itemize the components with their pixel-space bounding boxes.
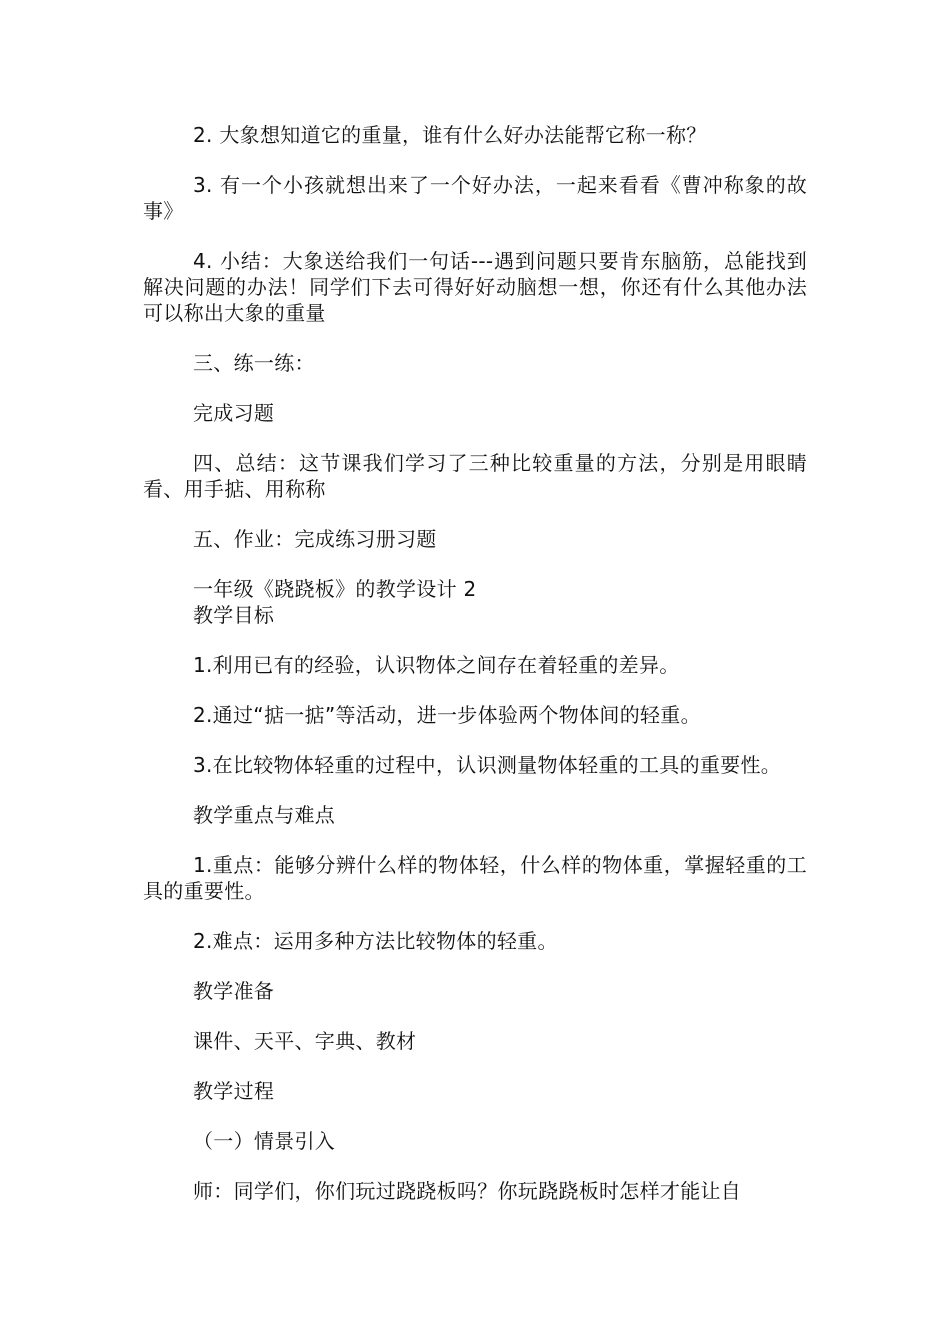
goal-1: 1.利用已有的经验，认识物体之间存在着轻重的差异。 [193,653,680,677]
key-point-2: 2.难点：运用多种方法比较物体的轻重。 [193,929,558,953]
heading-key-points: 教学重点与难点 [193,803,336,827]
paragraph-materials: 课件、天平、字典、教材 [193,1029,417,1053]
paragraph-step-3: 3. 有一个小孩就想出来了一个好办法，一起来看看《曹冲称象的故事》 [143,173,807,223]
paragraph-complete-exercises: 完成习题 [193,401,275,425]
paragraph-teacher-question: 师：同学们，你们玩过跷跷板吗？你玩跷跷板时怎样才能让自 [193,1179,742,1203]
heading-scenario-intro: （一）情景引入 [193,1129,336,1153]
paragraph-summary: 4. 小结：大象送给我们一句话---遇到问题只要肯东脑筋，总能找到解决问题的办法！同学们下去可得好好动脑想一想，你还有什么其他办法可以称出大象的重量 [143,249,807,325]
paragraph-conclusion: 四、总结：这节课我们学习了三种比较重量的方法，分别是用眼睛看、用手掂、用称称 [143,451,807,501]
goal-3: 3.在比较物体轻重的过程中，认识测量物体轻重的工具的重要性。 [193,753,782,777]
key-point-1: 1.重点：能够分辨什么样的物体轻，什么样的物体重，掌握轻重的工具的重要性。 [143,853,807,903]
heading-practice: 三、练一练： [193,351,315,375]
document-body [143,122,807,1228]
heading-teaching-goals: 教学目标 [193,603,275,627]
paragraph-homework: 五、作业：完成练习册习题 [193,527,437,551]
paragraph-step-2: 2. 大象想知道它的重量，谁有什么好办法能帮它称一称？ [193,123,707,147]
goal-2: 2.通过“掂一掂”等活动，进一步体验两个物体间的轻重。 [193,703,701,727]
heading-preparation: 教学准备 [193,979,275,1003]
heading-process: 教学过程 [193,1079,275,1103]
section-title: 一年级《跷跷板》的教学设计 2 [193,577,477,601]
